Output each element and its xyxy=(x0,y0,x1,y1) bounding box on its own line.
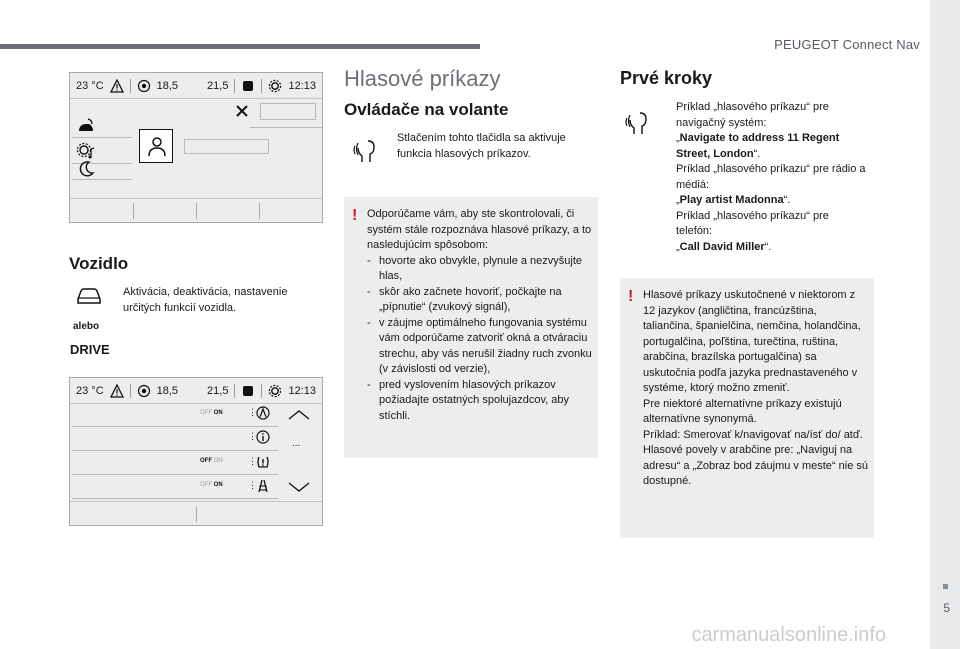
toggle-switch[interactable] xyxy=(200,458,223,464)
temperature-left: 23 °C xyxy=(76,384,104,397)
first-steps-title: Prvé kroky xyxy=(620,68,713,88)
phone-icon xyxy=(241,79,255,93)
more-indicator: ... xyxy=(292,438,301,449)
status-value-1: 18,5 xyxy=(156,79,179,92)
status-bar xyxy=(70,73,322,99)
page-marker xyxy=(943,584,948,589)
warning-icon xyxy=(110,79,124,93)
first-steps-examples xyxy=(676,100,866,255)
info-icon xyxy=(256,430,270,444)
status-value-1: 18,5 xyxy=(156,384,179,397)
divider xyxy=(72,426,278,427)
status-separator xyxy=(130,384,131,398)
bottom-separator xyxy=(259,203,260,219)
text-field[interactable] xyxy=(260,103,316,120)
empty-field[interactable] xyxy=(184,139,269,154)
watermark: carmanualsonline.info xyxy=(691,624,886,646)
toggle-off-label: OFF xyxy=(200,458,212,464)
note-item: - v záujme optimálneho fungovania systému vám odporúčame zatvoriť okná a otváraciu strechu, aby vás nerušil žiadny ruch zvonku (v závislosti od verzie), xyxy=(367,316,592,375)
steering-controls-text: Stlačením tohto tlačidla sa aktivuje funkcia hlasových príkazov. xyxy=(397,132,566,160)
chevron-down-icon[interactable] xyxy=(288,482,310,492)
screen-vehicle-settings xyxy=(69,377,323,526)
warning-mark-icon: ! xyxy=(628,288,634,305)
divider xyxy=(72,137,132,138)
example-nav-command: „Navigate to address 11 Regent Street, London“. xyxy=(676,132,840,160)
night-mode-icon[interactable] xyxy=(76,159,96,179)
page-sidebar xyxy=(930,0,960,649)
tire-warning-icon xyxy=(256,455,270,469)
status-separator xyxy=(234,384,235,398)
options-icon[interactable]: ⋮ xyxy=(248,407,257,417)
note-intro: Odporúčame vám, aby ste skontrolovali, či systém stále rozpoznáva hlasové príkazy, a to nasledujúcim spôsobom: xyxy=(367,208,592,251)
status-value-2: 21,5 xyxy=(207,384,229,397)
voice-control-button[interactable] xyxy=(139,129,173,163)
voice-command-icon xyxy=(624,108,654,138)
options-icon[interactable]: ⋮ xyxy=(248,431,257,441)
bottom-separator xyxy=(133,203,134,219)
bottom-separator xyxy=(196,203,197,219)
car-voice-icon[interactable] xyxy=(76,117,96,137)
warning-mark-icon: ! xyxy=(352,207,358,224)
warning-icon xyxy=(110,384,124,398)
toggle-switch[interactable] xyxy=(200,410,223,416)
note-line: Hlasové príkazy uskutočnené v niektorom z 12 jazykov (angličtina, francúzština, taliančina, španielčina, nemčina, holandčina, portugalčina, poľština, turečtina, ruština, arabčina, brazílska portugalčina) sa uskutočnia podľa jazyka prednastaveného v systéme, ktorý možno zmeniť. xyxy=(643,289,861,394)
chevron-up-icon[interactable] xyxy=(288,410,310,420)
clock: 12:13 xyxy=(288,384,316,397)
status-value-2: 21,5 xyxy=(207,79,229,92)
recommendation-note xyxy=(344,197,598,458)
drive-label: DRIVE xyxy=(70,342,110,357)
steering-controls-title: Ovládače na volante xyxy=(344,100,509,119)
temperature-left: 23 °C xyxy=(76,79,104,92)
toggle-on-label: ON xyxy=(213,482,223,488)
options-icon[interactable]: ⋮ xyxy=(248,480,257,490)
status-separator xyxy=(261,384,262,398)
divider xyxy=(72,179,132,180)
divider xyxy=(72,474,278,475)
example-radio-label: Príklad „hlasového príkazu“ pre rádio a médiá: xyxy=(676,163,866,191)
vozidlo-text: Aktivácia, deaktivácia, nastavenie určitých funkcií vozidla. xyxy=(123,286,288,314)
status-separator xyxy=(261,79,262,93)
bottom-separator xyxy=(196,506,197,522)
phone-icon xyxy=(241,384,255,398)
brand-label: PEUGEOT Connect Nav xyxy=(774,37,920,52)
settings-icon xyxy=(268,79,282,93)
toggle-off-label: OFF xyxy=(200,482,212,488)
note-line: Pre niektoré alternatívne príkazy existujú alternatívne synonymá. xyxy=(643,397,842,425)
toggle-on-label: ON xyxy=(213,410,223,416)
page-number: 5 xyxy=(943,601,950,615)
location-icon xyxy=(137,384,151,398)
screen-bottom-bar xyxy=(70,198,322,222)
screen-voice-menu xyxy=(69,72,323,223)
location-icon xyxy=(137,79,151,93)
toggle-off-label: OFF xyxy=(200,410,212,416)
voice-command-icon xyxy=(352,136,382,166)
status-separator xyxy=(130,79,131,93)
toggle-on-label: ON xyxy=(213,458,223,464)
toggle-switch[interactable] xyxy=(200,482,223,488)
assist-icon xyxy=(256,406,270,420)
note-item: - skôr ako začnete hovoriť, počkajte na „pípnutie“ (zvukový signál), xyxy=(367,285,562,313)
languages-note xyxy=(620,278,874,538)
divider xyxy=(250,127,322,128)
status-bar xyxy=(70,378,322,404)
note-line: Hlasové povely v arabčine pre: „Naviguj na adresu“ a „Zobraz bod záujmu v meste“ nie sú dostupné. xyxy=(643,444,868,487)
note-item: - pred vyslovením hlasových príkazov požiadajte ostatných spolujazdcov, aby stíchli. xyxy=(367,378,569,422)
screen-bottom-bar xyxy=(70,501,322,525)
section-title: Hlasové príkazy xyxy=(344,66,501,91)
person-icon xyxy=(147,136,167,158)
vozidlo-title: Vozidlo xyxy=(69,254,129,273)
example-phone-label: Príklad „hlasového príkazu“ pre telefón: xyxy=(676,209,829,237)
status-separator xyxy=(234,79,235,93)
divider xyxy=(72,450,278,451)
clock: 12:13 xyxy=(288,79,316,92)
note-line: Príklad: Smerovať k/navigovať na/ísť do/ atď. xyxy=(643,428,863,441)
example-phone-command: „Call David Miller“. xyxy=(676,240,772,253)
top-rule xyxy=(0,44,480,49)
divider xyxy=(72,498,278,499)
close-icon[interactable] xyxy=(236,105,248,117)
car-icon xyxy=(74,285,104,307)
settings-music-icon[interactable] xyxy=(76,141,96,161)
example-radio-command: „Play artist Madonna“. xyxy=(676,194,791,206)
lane-assist-icon xyxy=(256,479,270,493)
or-label: alebo xyxy=(73,321,100,332)
options-icon[interactable]: ⋮ xyxy=(248,456,257,466)
settings-icon xyxy=(268,384,282,398)
example-nav-label: Príklad „hlasového príkazu“ pre navigačný systém: xyxy=(676,101,829,129)
note-item: - hovorte ako obvykle, plynule a nezvyšujte hlas, xyxy=(367,254,583,282)
